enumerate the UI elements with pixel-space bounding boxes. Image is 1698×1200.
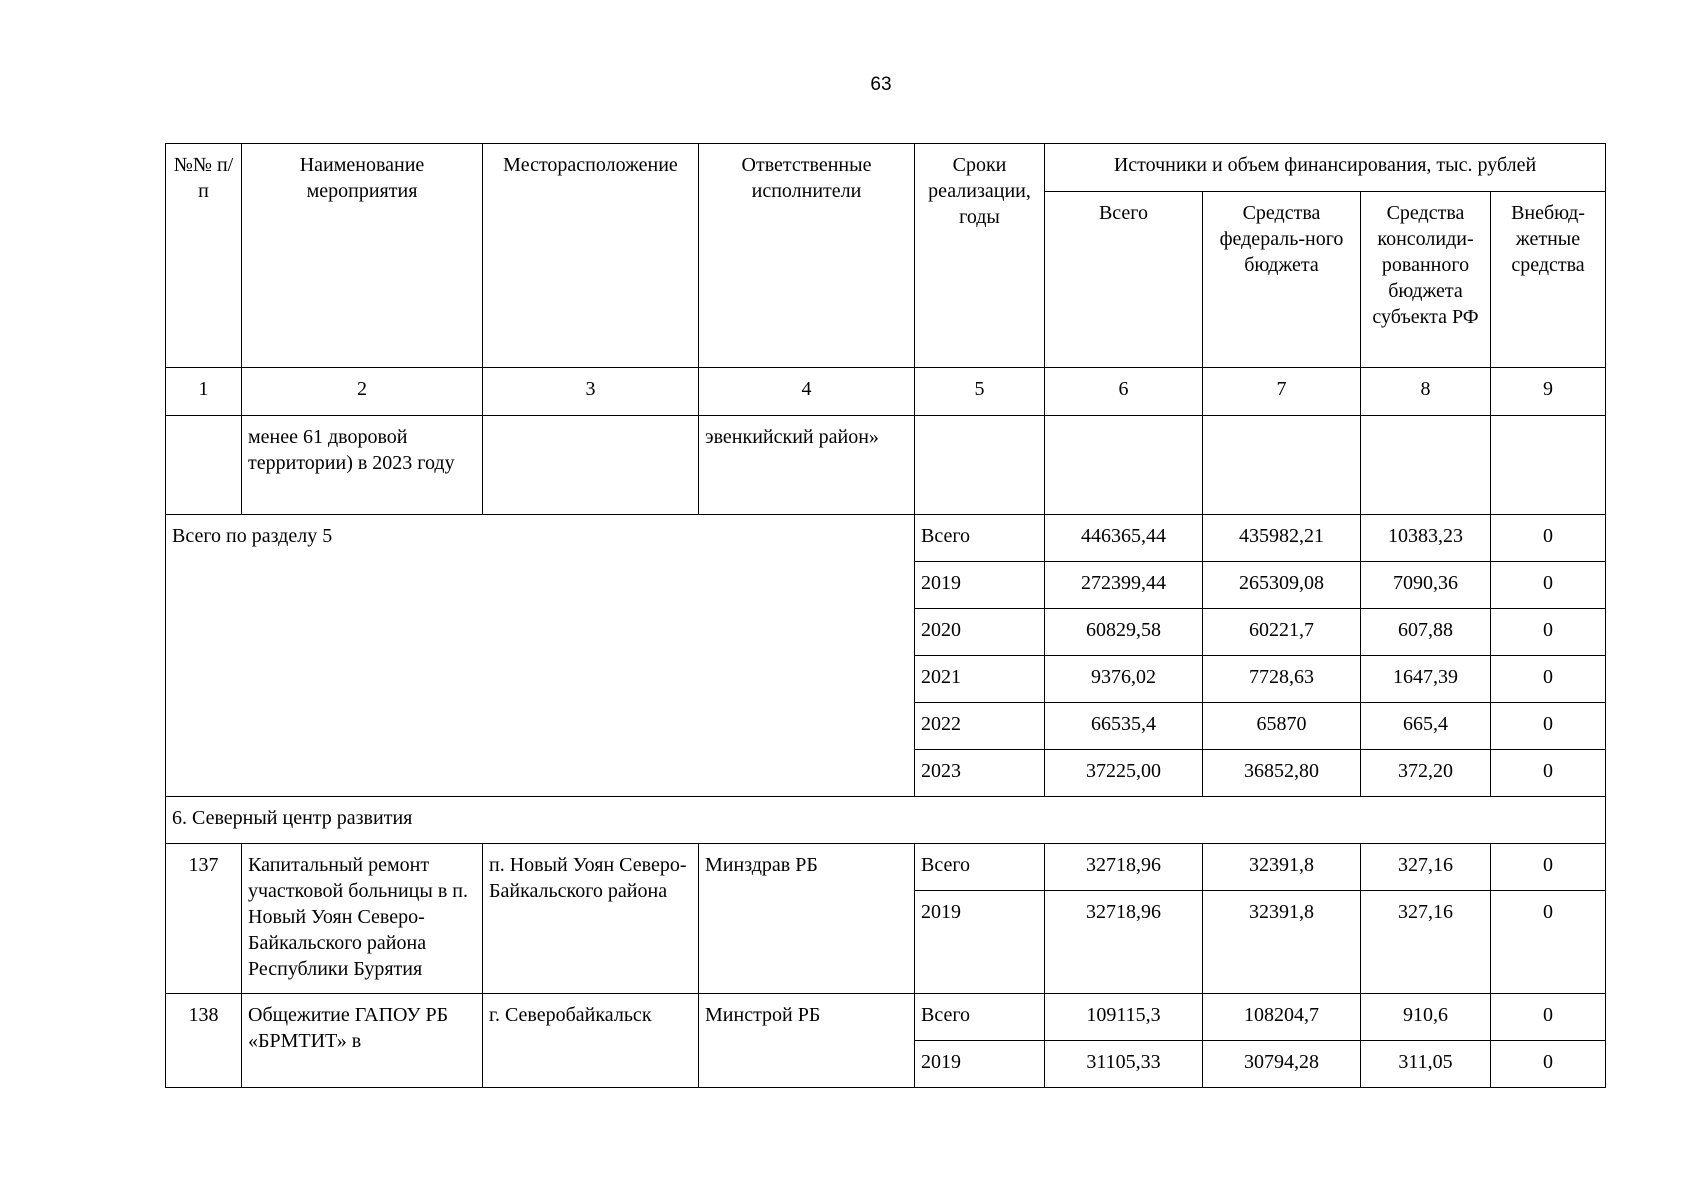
period-cell: 2023 bbox=[915, 750, 1045, 797]
section5-total-row bbox=[166, 515, 1606, 562]
total-cell: 272399,44 bbox=[1045, 562, 1203, 609]
page-number: 63 bbox=[870, 74, 892, 95]
header-funding-group: Источники и объем финансирования, тыс. рублей bbox=[1045, 144, 1606, 192]
federal-cell: 32391,8 bbox=[1203, 891, 1361, 994]
regional-cell: 327,16 bbox=[1361, 891, 1491, 994]
item-name: Общежитие ГАПОУ РБ «БРМТИТ» в bbox=[242, 994, 483, 1088]
total-cell: 31105,33 bbox=[1045, 1041, 1203, 1088]
column-number: 2 bbox=[242, 368, 483, 416]
header-federal: Средства федераль-ного бюджета bbox=[1203, 192, 1361, 368]
header-regional: Средства консолиди-рованного бюджета субъекта РФ bbox=[1361, 192, 1491, 368]
header-location: Месторасположение bbox=[483, 144, 699, 368]
extrabudget-cell: 0 bbox=[1491, 656, 1606, 703]
regional-cell: 311,05 bbox=[1361, 1041, 1491, 1088]
regional-cell: 372,20 bbox=[1361, 750, 1491, 797]
column-number: 9 bbox=[1491, 368, 1606, 416]
period-cell: 2020 bbox=[915, 609, 1045, 656]
column-number-row bbox=[166, 368, 1606, 416]
column-number: 7 bbox=[1203, 368, 1361, 416]
regional-cell: 665,4 bbox=[1361, 703, 1491, 750]
regional-cell: 7090,36 bbox=[1361, 562, 1491, 609]
total-cell: 32718,96 bbox=[1045, 844, 1203, 891]
federal-cell: 60221,7 bbox=[1203, 609, 1361, 656]
federal-cell: 435982,21 bbox=[1203, 515, 1361, 562]
header-total: Всего bbox=[1045, 192, 1203, 368]
item138-row bbox=[166, 994, 1606, 1041]
extrabudget-cell: 0 bbox=[1491, 515, 1606, 562]
period-cell: 2021 bbox=[915, 656, 1045, 703]
section5-total-label: Всего по разделу 5 bbox=[166, 515, 915, 797]
federal-cell: 65870 bbox=[1203, 703, 1361, 750]
header-name: Наименование мероприятия bbox=[242, 144, 483, 368]
federal-cell: 108204,7 bbox=[1203, 994, 1361, 1041]
total-cell: 446365,44 bbox=[1045, 515, 1203, 562]
regional-cell: 327,16 bbox=[1361, 844, 1491, 891]
header-extrabudget: Внебюд-жетные средства bbox=[1491, 192, 1606, 368]
column-number: 8 bbox=[1361, 368, 1491, 416]
item-number: 138 bbox=[166, 994, 242, 1088]
total-cell: 60829,58 bbox=[1045, 609, 1203, 656]
header-executors: Ответственные исполнители bbox=[699, 144, 915, 368]
regional-cell: 910,6 bbox=[1361, 994, 1491, 1041]
total-cell: 109115,3 bbox=[1045, 994, 1203, 1041]
regional-cell: 607,88 bbox=[1361, 609, 1491, 656]
total-cell: 37225,00 bbox=[1045, 750, 1203, 797]
total-cell: 66535,4 bbox=[1045, 703, 1203, 750]
continuation-row bbox=[166, 416, 1606, 515]
item-location: г. Северобайкальск bbox=[483, 994, 699, 1088]
extrabudget-cell: 0 bbox=[1491, 891, 1606, 994]
continuation-name: менее 61 дворовой территории) в 2023 году bbox=[242, 416, 483, 515]
federal-cell: 32391,8 bbox=[1203, 844, 1361, 891]
extrabudget-cell: 0 bbox=[1491, 750, 1606, 797]
extrabudget-cell: 0 bbox=[1491, 703, 1606, 750]
section-title: 6. Северный центр развития bbox=[166, 797, 1606, 844]
federal-cell: 265309,08 bbox=[1203, 562, 1361, 609]
period-cell: 2019 bbox=[915, 562, 1045, 609]
period-cell: Всего bbox=[915, 515, 1045, 562]
extrabudget-cell: 0 bbox=[1491, 562, 1606, 609]
column-number: 3 bbox=[483, 368, 699, 416]
extrabudget-cell: 0 bbox=[1491, 844, 1606, 891]
column-number: 5 bbox=[915, 368, 1045, 416]
item-executor: Минстрой РБ bbox=[699, 994, 915, 1088]
period-cell: 2022 bbox=[915, 703, 1045, 750]
continuation-executor: эвенкийский район» bbox=[699, 416, 915, 515]
extrabudget-cell: 0 bbox=[1491, 1041, 1606, 1088]
federal-cell: 36852,80 bbox=[1203, 750, 1361, 797]
column-number: 6 bbox=[1045, 368, 1203, 416]
extrabudget-cell: 0 bbox=[1491, 994, 1606, 1041]
total-cell: 9376,02 bbox=[1045, 656, 1203, 703]
item-number: 137 bbox=[166, 844, 242, 994]
federal-cell: 7728,63 bbox=[1203, 656, 1361, 703]
column-number: 1 bbox=[166, 368, 242, 416]
header-number: №№ п/п bbox=[166, 144, 242, 368]
total-cell: 32718,96 bbox=[1045, 891, 1203, 994]
item137-row bbox=[166, 844, 1606, 891]
item-name: Капитальный ремонт участковой больницы в п. Новый Уоян Северо-Байкальского района Республики Бурятия bbox=[242, 844, 483, 994]
period-cell: 2019 bbox=[915, 1041, 1045, 1088]
financing-table bbox=[165, 143, 1606, 1088]
regional-cell: 10383,23 bbox=[1361, 515, 1491, 562]
item-location: п. Новый Уоян Северо-Байкальского района bbox=[483, 844, 699, 994]
item-executor: Минздрав РБ bbox=[699, 844, 915, 994]
section6-title-row bbox=[166, 797, 1606, 844]
period-cell: Всего bbox=[915, 994, 1045, 1041]
federal-cell: 30794,28 bbox=[1203, 1041, 1361, 1088]
period-cell: 2019 bbox=[915, 891, 1045, 994]
header-period: Сроки реализации, годы bbox=[915, 144, 1045, 368]
extrabudget-cell: 0 bbox=[1491, 609, 1606, 656]
period-cell: Всего bbox=[915, 844, 1045, 891]
regional-cell: 1647,39 bbox=[1361, 656, 1491, 703]
header-row-1 bbox=[166, 144, 1606, 192]
column-number: 4 bbox=[699, 368, 915, 416]
